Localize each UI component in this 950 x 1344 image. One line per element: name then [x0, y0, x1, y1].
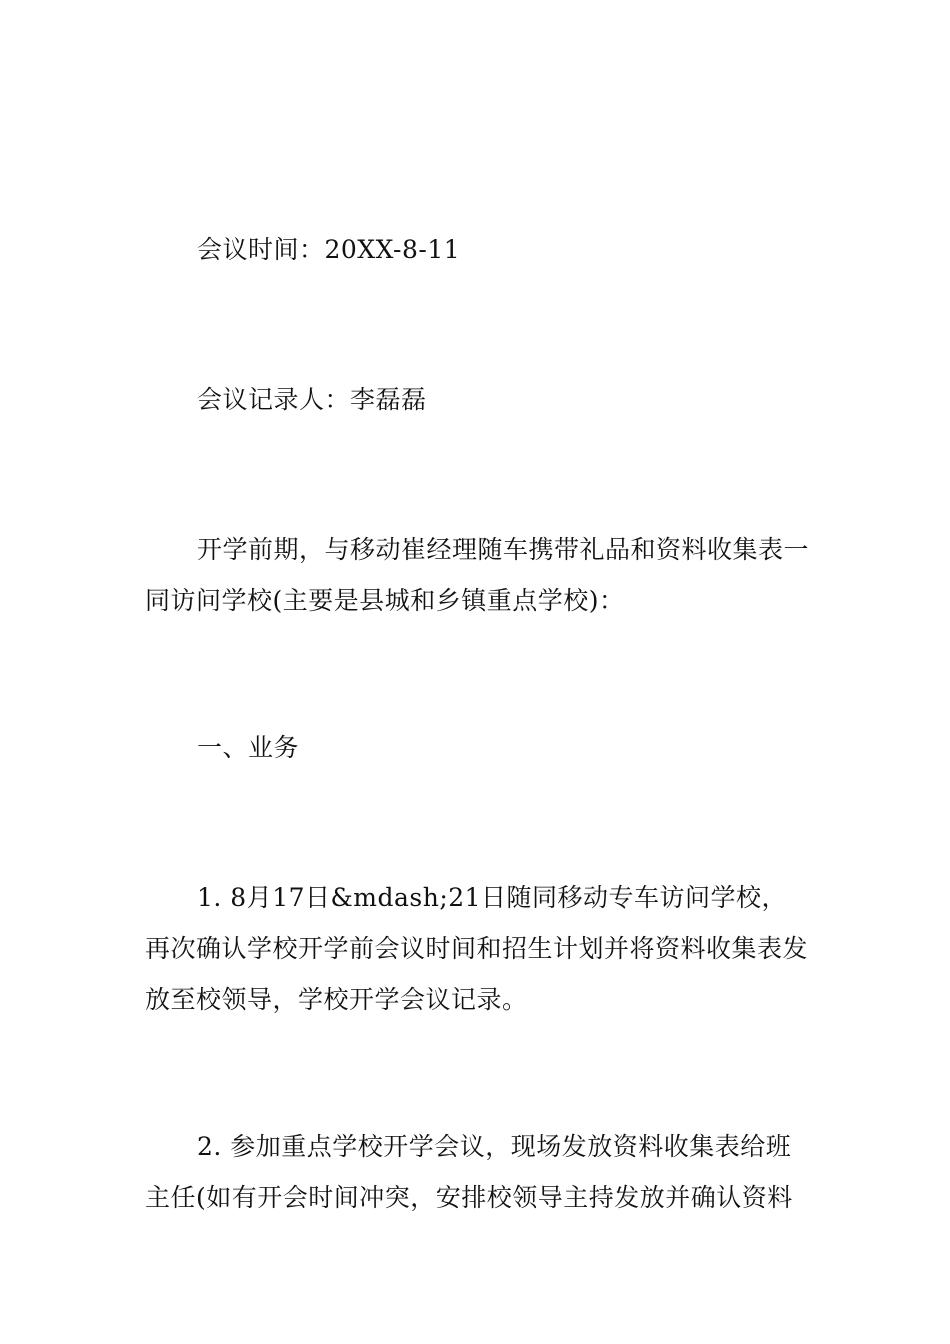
meeting-time-line: 会议时间：20XX-8-11: [197, 235, 461, 264]
recorder-line: 会议记录人：李磊磊: [197, 385, 427, 414]
list-item-2: 2. 参加重点学校开学会议，现场发放资料收集表给班主任(如有开会时间冲突，安排校领导主持发放并确认资料: [145, 1132, 793, 1212]
intro-paragraph: 开学前期，与移动崔经理随车携带礼品和资料收集表一同访问学校(主要是县城和乡镇重点学校)：: [145, 535, 810, 615]
section-heading: 一、业务: [197, 733, 300, 762]
list-item-1: 1. 8月17日&mdash;21日随同移动专车访问学校，再次确认学校开学前会议时间和招生计划并将资料收集表发放至校领导，学校开学会议记录。: [145, 883, 809, 1014]
